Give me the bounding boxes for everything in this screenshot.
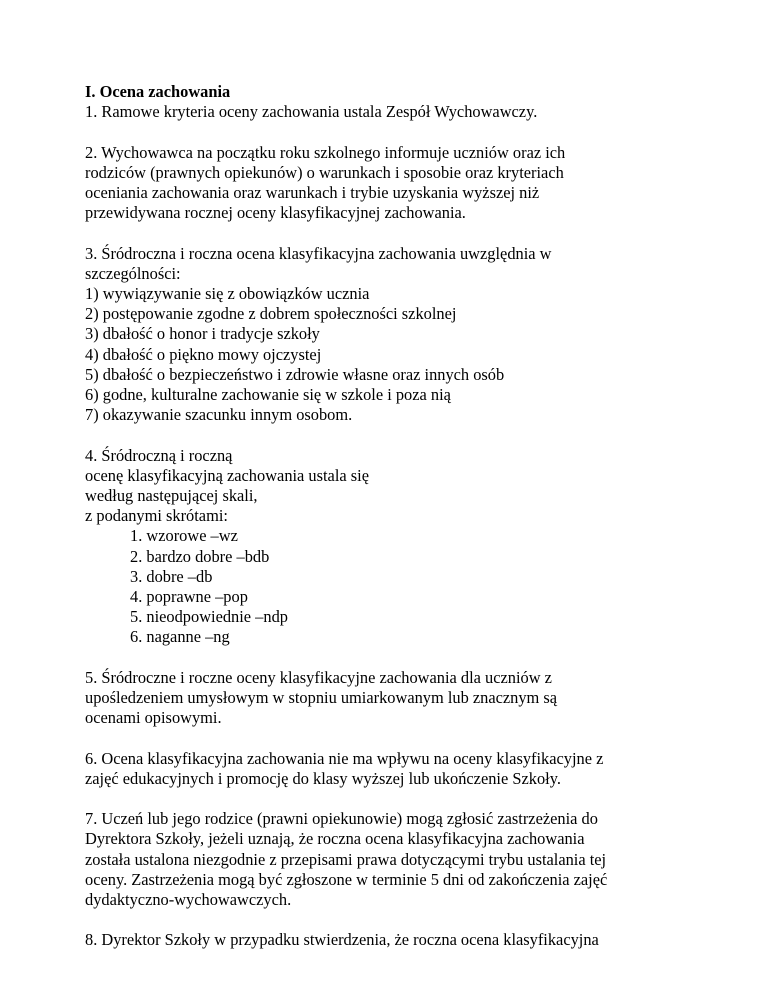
paragraph-6 (85, 749, 725, 789)
paragraph-4 (85, 446, 725, 648)
paragraph-gap (85, 728, 725, 748)
paragraph-7-line: 7. Uczeń lub jego rodzice (prawni opiekunowie) mogą zgłosić zastrzeżenia do (85, 809, 598, 829)
paragraph-7-line: Dyrektora Szkoły, jeżeli uznają, że roczna ocena klasyfikacyjna zachowania (85, 829, 585, 849)
paragraph-4-intro-line: 4. Śródroczną i roczną (85, 445, 233, 465)
paragraph-4-intro-line: według następującej skali, (85, 486, 258, 506)
paragraph-5-line: ocenami opisowymi. (85, 708, 222, 728)
paragraph-2-line: przewidywana rocznej oceny klasyfikacyjnej zachowania. (85, 203, 466, 223)
grade-scale-item: 1. wzorowe –wz (130, 526, 238, 546)
criteria-list-item: 6) godne, kulturalne zachowanie się w szkole i poza nią (85, 385, 451, 405)
grade-scale-item: 2. bardzo dobre –bdb (130, 546, 270, 566)
grade-scale-item: 3. dobre –db (130, 566, 213, 586)
grade-scale-item: 5. nieodpowiednie –ndp (130, 607, 288, 627)
document-page (85, 82, 725, 951)
paragraph-7 (85, 809, 725, 910)
paragraph-gap (85, 648, 725, 668)
paragraph-gap (85, 425, 725, 445)
criteria-list-item: 2) postępowanie zgodne z dobrem społeczności szkolnej (85, 304, 457, 324)
paragraph-3-intro-line: szczególności: (85, 263, 181, 283)
grade-scale-item: 6. naganne –ng (130, 627, 230, 647)
paragraph-2-line: 2. Wychowawca na początku roku szkolnego informuje uczniów oraz ich (85, 142, 566, 162)
grade-scale-item: 4. poprawne –pop (130, 587, 248, 607)
paragraph-8-line: 8. Dyrektor Szkoły w przypadku stwierdzenia, że roczna ocena klasyfikacyjna (85, 930, 599, 950)
paragraph-5-line: 5. Śródroczne i roczne oceny klasyfikacyjne zachowania dla uczniów z (85, 667, 552, 687)
paragraph-7-line: oceny. Zastrzeżenia mogą być zgłoszone w terminie 5 dni od zakończenia zajęć (85, 869, 608, 889)
paragraph-4-intro-line: ocenę klasyfikacyjną zachowania ustala się (85, 465, 369, 485)
paragraph-2-line: oceniania zachowania oraz warunkach i trybie uzyskania wyższej niż (85, 183, 540, 202)
paragraph-5 (85, 668, 725, 729)
criteria-list-item: 1) wywiązywanie się z obowiązków ucznia (85, 284, 370, 303)
paragraph-4-intro-line: z podanymi skrótami: (85, 506, 228, 526)
paragraph-2-line: rodziców (prawnych opiekunów) o warunkach i sposobie oraz kryteriach (85, 162, 564, 182)
criteria-list-item: 7) okazywanie szacunku innym osobom. (85, 405, 353, 425)
paragraph-7-line: została ustalona niezgodnie z przepisami prawa dotyczącymi trybu ustalania tej (85, 849, 607, 869)
paragraph-gap (85, 122, 725, 142)
paragraph-gap (85, 223, 725, 243)
section-heading: I. Ocena zachowania (85, 82, 231, 101)
paragraph-gap (85, 910, 725, 930)
paragraph-1: 1. Ramowe kryteria oceny zachowania ustala Zespół Wychowawczy. (85, 102, 538, 122)
paragraph-6-line: zajęć edukacyjnych i promocję do klasy wyższej lub ukończenie Szkoły. (85, 768, 561, 788)
paragraph-5-line: upośledzeniem umysłowym w stopniu umiarkowanym lub znacznym są (85, 688, 558, 708)
criteria-list-item: 3) dbałość o honor i tradycje szkoły (85, 324, 320, 344)
paragraph-gap (85, 789, 725, 809)
paragraph-6-line: 6. Ocena klasyfikacyjna zachowania nie ma wpływu na oceny klasyfikacyjne z (85, 748, 604, 768)
paragraph-3-intro-line: 3. Śródroczna i roczna ocena klasyfikacyjna zachowania uwzględnia w (85, 243, 552, 263)
paragraph-7-line: dydaktyczno-wychowawczych. (85, 890, 292, 910)
paragraph-2 (85, 143, 725, 224)
criteria-list-item: 5) dbałość o bezpieczeństwo i zdrowie własne oraz innych osób (85, 364, 505, 384)
criteria-list-item: 4) dbałość o piękno mowy ojczystej (85, 344, 322, 364)
paragraph-8 (85, 930, 725, 950)
paragraph-3 (85, 244, 725, 426)
